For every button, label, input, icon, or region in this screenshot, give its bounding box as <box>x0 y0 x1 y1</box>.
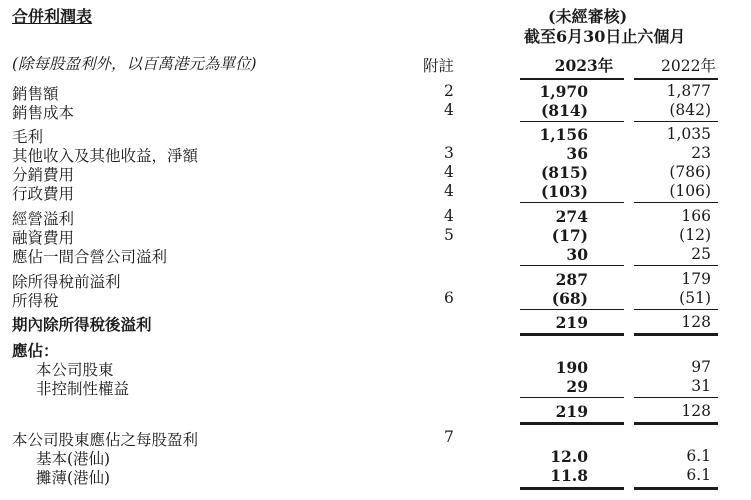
row-prior: 25 <box>691 245 711 263</box>
row-current: (815) <box>540 163 588 182</box>
table-row <box>0 339 751 358</box>
row-note: 3 <box>444 144 454 162</box>
header-underline-prior <box>634 78 718 80</box>
row-prior: (786) <box>669 163 711 181</box>
table-row <box>0 358 751 377</box>
row-current: 190 <box>555 358 588 377</box>
row-current: 12.0 <box>550 447 588 466</box>
row-label: 經營溢利 <box>12 210 75 228</box>
table-row <box>0 466 751 485</box>
audit-status: (未經審核) <box>548 7 628 26</box>
row-prior: 128 <box>681 402 711 420</box>
row-label: 毛利 <box>12 128 44 146</box>
table-row <box>0 402 751 421</box>
row-current: 287 <box>555 270 588 289</box>
row-label: 應佔： <box>12 341 59 360</box>
header-underline-current <box>520 78 624 80</box>
subtotal-rule <box>520 265 624 266</box>
row-current: 36 <box>566 144 588 163</box>
row-label: 本公司股東 <box>36 361 114 379</box>
subtotal-rule <box>634 397 718 398</box>
total-rule <box>634 422 718 425</box>
period-header: 截至6月30日止六個月 <box>524 27 686 46</box>
row-label: 非控制性權益 <box>36 380 130 398</box>
table-row <box>0 144 751 163</box>
row-label: 其他收入及其他收益，淨額 <box>12 147 199 165</box>
table-row <box>0 245 751 264</box>
total-rule <box>520 487 624 490</box>
table-row <box>0 270 751 289</box>
row-label: 攤薄(港仙) <box>36 469 111 487</box>
note-column-header: 附註 <box>423 57 455 75</box>
table-row <box>0 125 751 144</box>
total-rule <box>520 333 624 336</box>
row-label: 銷售額 <box>12 85 59 103</box>
row-prior: 179 <box>681 270 711 288</box>
row-label: 基本(港仙) <box>36 450 111 468</box>
row-note: 7 <box>444 428 454 446</box>
row-prior: 31 <box>691 377 711 395</box>
row-prior: (842) <box>669 101 711 119</box>
total-rule <box>520 422 624 425</box>
row-label: 本公司股東應佔之每股盈利 <box>12 431 199 449</box>
row-prior: 6.1 <box>686 466 711 484</box>
table-row <box>0 289 751 308</box>
row-current: 219 <box>555 402 588 421</box>
row-current: 274 <box>555 207 588 226</box>
subtotal-rule <box>634 309 718 310</box>
row-prior: 23 <box>691 144 711 162</box>
row-prior: 128 <box>681 313 711 331</box>
subtotal-rule <box>634 265 718 266</box>
row-current: (814) <box>540 101 588 120</box>
row-current: 1,156 <box>539 125 588 144</box>
row-label: 銷售成本 <box>12 104 75 122</box>
table-row <box>0 163 751 182</box>
statement-title: 合併利潤表 <box>12 7 93 26</box>
row-label: 期內除所得稅後溢利 <box>12 315 152 334</box>
total-rule <box>634 487 718 490</box>
row-prior: 1,035 <box>666 125 711 143</box>
table-row <box>0 377 751 396</box>
row-current: 30 <box>566 245 588 264</box>
row-note: 6 <box>444 289 454 307</box>
row-label: 應佔一間合營公司溢利 <box>12 248 168 266</box>
row-label: 分銷費用 <box>12 166 75 184</box>
subtotal-rule <box>634 121 718 122</box>
row-note: 4 <box>444 101 454 119</box>
row-current: (103) <box>540 182 588 201</box>
row-label: 行政費用 <box>12 185 75 203</box>
row-label: 除所得稅前溢利 <box>12 273 121 291</box>
table-row <box>0 226 751 245</box>
subtotal-rule <box>520 397 624 398</box>
row-current: (68) <box>551 289 588 308</box>
subtotal-rule <box>520 121 624 122</box>
row-note: 5 <box>444 226 454 244</box>
current-year-header: 2023年 <box>554 56 614 75</box>
table-row <box>0 101 751 120</box>
row-prior: 6.1 <box>686 447 711 465</box>
unit-subtitle: (除每股盈利外，以百萬港元為單位) <box>12 55 257 73</box>
row-note: 4 <box>444 207 454 225</box>
subtotal-rule <box>634 202 718 203</box>
row-current: 1,970 <box>539 82 588 101</box>
row-prior: 97 <box>691 358 711 376</box>
table-row <box>0 428 751 447</box>
row-prior: 1,877 <box>666 82 711 100</box>
row-current: (17) <box>551 226 588 245</box>
row-current: 11.8 <box>550 466 588 485</box>
row-prior: (12) <box>679 226 711 244</box>
row-note: 4 <box>444 182 454 200</box>
row-prior: 166 <box>681 207 711 225</box>
row-label: 所得稅 <box>12 292 59 310</box>
row-label: 融資費用 <box>12 229 75 247</box>
subtotal-rule <box>520 202 624 203</box>
subtotal-rule <box>520 309 624 310</box>
row-note: 4 <box>444 163 454 181</box>
row-prior: (106) <box>669 182 711 200</box>
row-note: 2 <box>444 82 454 100</box>
total-rule <box>634 333 718 336</box>
table-row <box>0 207 751 226</box>
prior-year-header: 2022年 <box>661 57 716 75</box>
table-row <box>0 182 751 201</box>
row-prior: (51) <box>679 289 711 307</box>
row-current: 219 <box>555 313 588 332</box>
table-row <box>0 82 751 101</box>
table-row <box>0 447 751 466</box>
table-row <box>0 313 751 332</box>
row-current: 29 <box>566 377 588 396</box>
